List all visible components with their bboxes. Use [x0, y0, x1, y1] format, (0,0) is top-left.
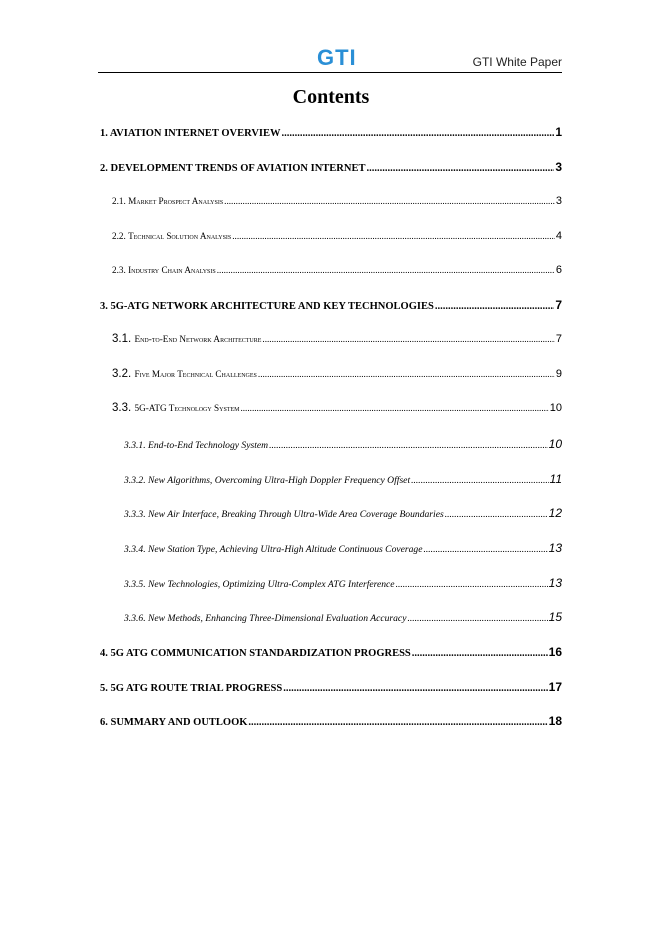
toc-page-number: 9: [555, 368, 562, 380]
toc-entry-2-3[interactable]: 2.3. Industry Chain Analysis ..... 6: [112, 264, 562, 276]
toc-page-number: 10: [548, 437, 562, 451]
toc-page-number: 17: [548, 680, 562, 694]
toc-leader: [269, 440, 548, 451]
toc-page-number: 1: [555, 125, 562, 139]
toc-leader: [423, 544, 547, 555]
toc-page-number: 15: [548, 610, 562, 624]
toc-leader: [258, 369, 555, 379]
toc-leader: [282, 128, 555, 139]
toc-page-number: 3: [555, 160, 562, 174]
toc-leader: [366, 163, 554, 174]
toc-leader: [232, 231, 555, 241]
toc-page-number: 7: [555, 333, 562, 345]
toc-entry-4[interactable]: 4. 5G ATG COMMUNICATION STANDARDIZATION PROGRESS ..... 16: [100, 645, 562, 659]
toc-entry-5[interactable]: 5. 5G ATG ROUTE TRIAL PROGRESS ..... 17: [100, 680, 562, 694]
toc-leader: [283, 683, 547, 694]
toc-leader: [445, 509, 548, 520]
toc-leader: [411, 475, 548, 486]
toc-page-number: 18: [548, 714, 562, 728]
page-title: Contents: [292, 86, 370, 108]
toc-entry-3-3-5[interactable]: 3.3.5. New Technologies, Optimizing Ultra-Complex ATG Interference ..... 13: [124, 576, 562, 590]
toc-page-number: 7: [555, 298, 562, 312]
toc-page-number: 6: [555, 264, 562, 276]
toc-leader: [240, 403, 548, 413]
toc-leader: [224, 196, 555, 206]
toc-entry-3[interactable]: 3. 5G-ATG NETWORK ARCHITECTURE AND KEY TECHNOLOGIES ..... 7: [100, 298, 562, 312]
toc-entry-3-3-4[interactable]: 3.3.4. New Station Type, Achieving Ultra-High Altitude Continuous Coverage ..... 13: [124, 541, 562, 555]
toc-page-number: 3: [555, 195, 562, 207]
toc-page-number: 16: [548, 645, 562, 659]
toc-entry-3-3-6[interactable]: 3.3.6. New Methods, Enhancing Three-Dimensional Evaluation Accuracy ..... 15: [124, 610, 562, 624]
toc-leader: [407, 613, 547, 624]
toc-page-number: 12: [548, 506, 562, 520]
toc-entry-3-3-1[interactable]: 3.3.1. End-to-End Technology System ..... 10: [124, 437, 562, 451]
gti-logo: GTI: [317, 45, 357, 70]
toc-entry-6[interactable]: 6. SUMMARY AND OUTLOOK ..... 18: [100, 714, 562, 728]
toc-entry-2-2[interactable]: 2.2. Technical Solution Analysis ..... 4: [112, 230, 562, 242]
toc-page-number: 13: [548, 576, 562, 590]
toc-leader: [262, 334, 554, 344]
toc-page-number: 10: [549, 402, 562, 414]
toc-page-number: 13: [548, 541, 562, 555]
toc-entry-1[interactable]: 1. AVIATION INTERNET OVERVIEW ..... 1: [100, 125, 562, 139]
toc-leader: [435, 301, 554, 312]
toc-page-number: 4: [555, 230, 562, 242]
toc-leader: [396, 579, 548, 590]
toc-entry-2[interactable]: 2. DEVELOPMENT TRENDS OF AVIATION INTERNET ..... 3: [100, 160, 562, 174]
page-header: [98, 46, 562, 73]
toc-entry-3-3-2[interactable]: 3.3.2. New Algorithms, Overcoming Ultra-High Doppler Frequency Offset ..... 11: [124, 472, 562, 486]
toc-entry-3-1[interactable]: 3.1. End-to-End Network Architecture ..... 7: [112, 333, 562, 345]
toc-leader: [217, 265, 555, 275]
toc-leader: [248, 717, 547, 728]
header-paper-label: GTI White Paper: [472, 55, 562, 69]
toc-entry-2-1[interactable]: 2.1. Market Prospect Analysis ..... 3: [112, 195, 562, 207]
toc-leader: [412, 648, 548, 659]
toc-entry-3-3-3[interactable]: 3.3.3. New Air Interface, Breaking Through Ultra-Wide Area Coverage Boundaries ..... 12: [124, 506, 562, 520]
toc-page-number: 11: [549, 472, 562, 486]
toc-entry-3-3[interactable]: 3.3. 5G-ATG Technology System ..... 10: [112, 402, 562, 414]
toc-entry-3-2[interactable]: 3.2. Five Major Technical Challenges ..... 9: [112, 368, 562, 380]
